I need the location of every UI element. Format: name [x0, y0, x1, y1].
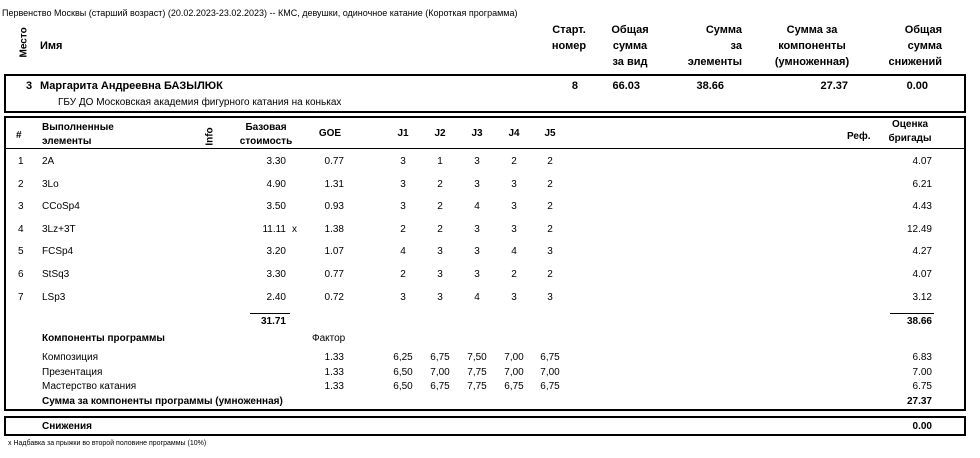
- element-panel-score: 4.43: [912, 201, 932, 213]
- elements-score-total: 38.66: [906, 316, 932, 327]
- element-code: 3Lo: [42, 178, 59, 190]
- element-judge-score: 3: [474, 246, 480, 258]
- element-judge-score: 3: [474, 269, 480, 280]
- j2-header: J2: [434, 128, 446, 139]
- element-judge-score: 2: [437, 178, 443, 190]
- element-judge-score: 2: [547, 156, 553, 167]
- skater-deductions: 0.00: [906, 80, 928, 92]
- component-name: Мастерство катания: [42, 381, 137, 392]
- skater-elements-score: 38.66: [696, 80, 724, 92]
- element-goe: 0.93: [324, 201, 344, 213]
- element-judge-score: 4: [511, 246, 517, 258]
- element-judge-score: 4: [474, 291, 480, 303]
- component-judge-score: 6,75: [540, 381, 560, 392]
- skater-place: 3: [26, 80, 33, 92]
- element-panel-score: 4.07: [912, 156, 932, 167]
- element-judge-score: 4: [474, 201, 480, 213]
- component-judge-score: 7,75: [467, 381, 487, 392]
- element-row-number: 5: [18, 246, 24, 258]
- components-total: 27.37: [906, 396, 932, 407]
- deductions-header: Общая сумма снижений: [888, 24, 942, 68]
- component-judge-score: 7,00: [504, 366, 524, 378]
- skater-start-no: 8: [571, 80, 578, 92]
- element-judge-score: 2: [547, 178, 553, 190]
- element-judge-score: 3: [400, 156, 406, 167]
- element-goe: 1.38: [324, 223, 344, 235]
- element-goe: 1.31: [324, 178, 344, 190]
- element-row-number: 2: [18, 178, 24, 190]
- element-base-value: 3.20: [266, 246, 286, 258]
- element-base-value: 3.30: [266, 269, 286, 280]
- j1-header: J1: [397, 128, 409, 139]
- element-judge-score: 3: [437, 269, 443, 280]
- executed-elements-header: Выполненные элементы: [42, 122, 114, 147]
- deductions-label: Снижения: [42, 421, 92, 432]
- element-judge-score: 3: [511, 201, 517, 213]
- element-base-value: 3.50: [266, 201, 286, 213]
- element-judge-score: 2: [547, 269, 553, 280]
- element-judge-score: 3: [400, 201, 406, 213]
- element-judge-score: 2: [511, 269, 517, 280]
- component-score: 6.75: [912, 381, 932, 392]
- place-header: Место: [18, 27, 30, 58]
- element-judge-score: 3: [547, 246, 553, 258]
- ref-header: Реф.: [847, 131, 871, 142]
- base-value-header: Базовая стоимость: [239, 122, 293, 147]
- j3-header: J3: [471, 128, 483, 139]
- component-judge-score: 6,25: [393, 352, 413, 363]
- element-info-mark: x: [292, 223, 297, 235]
- skater-club: ГБУ ДО Московская академия фигурного катания на коньках: [58, 97, 342, 108]
- components-heading: Компоненты программы: [42, 333, 165, 344]
- element-judge-score: 3: [511, 178, 517, 190]
- factor-header: Фактор: [312, 333, 346, 344]
- component-factor: 1.33: [324, 366, 344, 378]
- element-base-value: 2.40: [266, 291, 286, 303]
- element-goe: 0.77: [324, 269, 344, 280]
- element-code: CCoSp4: [42, 201, 80, 213]
- element-goe: 0.77: [324, 156, 344, 167]
- component-judge-score: 6,50: [393, 366, 413, 378]
- components-total-label: Сумма за компоненты программы (умноженная): [42, 396, 283, 407]
- element-judge-score: 3: [400, 291, 406, 303]
- element-judge-score: 3: [511, 223, 517, 235]
- element-judge-score: 2: [400, 269, 406, 280]
- elements-base-total: 31.71: [260, 316, 286, 327]
- element-code: 2A: [42, 156, 55, 167]
- element-goe: 1.07: [324, 246, 344, 258]
- component-judge-score: 6,75: [540, 352, 560, 363]
- skater-name: Маргарита Андреевна БАЗЫЛЮК: [40, 80, 223, 92]
- skater-components-score: 27.37: [820, 80, 848, 92]
- goe-header: GOE: [318, 128, 342, 139]
- component-judge-score: 7,50: [467, 352, 487, 363]
- element-judge-score: 3: [511, 291, 517, 303]
- element-judge-score: 3: [547, 291, 553, 303]
- element-judge-score: 2: [511, 156, 517, 167]
- elements-sum-header: Сумма за элементы: [687, 24, 742, 68]
- panel-score-header: Оценка бригады: [888, 119, 932, 144]
- element-panel-score: 3.12: [912, 291, 932, 303]
- element-row-number: 3: [18, 201, 24, 213]
- total-header: Общая сумма за вид: [611, 24, 649, 68]
- component-score: 7.00: [912, 366, 932, 378]
- element-base-value: 11.11: [262, 223, 286, 235]
- component-score: 6.83: [912, 352, 932, 363]
- component-name: Композиция: [42, 352, 99, 363]
- element-judge-score: 2: [437, 201, 443, 213]
- element-judge-score: 3: [437, 246, 443, 258]
- element-judge-score: 3: [437, 291, 443, 303]
- info-header: Info: [204, 127, 216, 146]
- component-judge-score: 7,75: [467, 366, 487, 378]
- component-factor: 1.33: [324, 381, 344, 392]
- element-judge-score: 2: [547, 201, 553, 213]
- num-header: #: [16, 130, 22, 141]
- element-judge-score: 3: [400, 178, 406, 190]
- base-total-line: [250, 313, 290, 314]
- j4-header: J4: [508, 128, 520, 139]
- element-goe: 0.72: [324, 291, 344, 303]
- element-row-number: 6: [18, 269, 24, 280]
- element-row-number: 1: [18, 156, 24, 167]
- start-no-header: Старт. номер: [551, 24, 587, 52]
- component-judge-score: 6,75: [430, 381, 450, 392]
- component-judge-score: 6,50: [393, 381, 413, 392]
- component-factor: 1.33: [324, 352, 344, 363]
- component-judge-score: 6,75: [504, 381, 524, 392]
- score-total-line: [890, 313, 934, 314]
- element-judge-score: 3: [474, 178, 480, 190]
- element-judge-score: 4: [400, 246, 406, 258]
- deductions-value: 0.00: [912, 421, 932, 432]
- element-judge-score: 1: [437, 156, 443, 167]
- element-judge-score: 2: [547, 223, 553, 235]
- element-panel-score: 12.49: [906, 223, 932, 235]
- element-row-number: 4: [18, 223, 24, 235]
- elements-header-divider: [6, 148, 964, 149]
- element-base-value: 3.30: [266, 156, 286, 167]
- element-row-number: 7: [18, 291, 24, 303]
- component-judge-score: 7,00: [430, 366, 450, 378]
- element-judge-score: 3: [474, 223, 480, 235]
- element-judge-score: 3: [474, 156, 480, 167]
- components-sum-header: Сумма за компоненты (умноженная): [774, 24, 850, 68]
- element-code: LSp3: [42, 291, 66, 303]
- component-name: Презентация: [42, 366, 103, 378]
- event-title: Первенство Москвы (старший возраст) (20.02.2023-23.02.2023) -- КМС, девушки, одиночное катание (Короткая программа): [2, 8, 518, 18]
- element-panel-score: 4.27: [912, 246, 932, 258]
- element-judge-score: 2: [400, 223, 406, 235]
- element-judge-score: 2: [437, 223, 443, 235]
- component-judge-score: 6,75: [430, 352, 450, 363]
- element-code: 3Lz+3T: [42, 223, 76, 235]
- footnote: x Надбавка за прыжки во второй половине программы (10%): [8, 440, 207, 447]
- element-base-value: 4.90: [266, 178, 286, 190]
- component-judge-score: 7,00: [540, 366, 560, 378]
- component-judge-score: 7,00: [504, 352, 524, 363]
- name-header: Имя: [40, 40, 63, 52]
- skater-total: 66.03: [612, 80, 640, 92]
- element-panel-score: 4.07: [912, 269, 932, 280]
- element-panel-score: 6.21: [912, 178, 932, 190]
- element-code: FCSp4: [42, 246, 74, 258]
- element-code: StSq3: [42, 269, 70, 280]
- deductions-box: [4, 416, 966, 436]
- j5-header: J5: [544, 128, 556, 139]
